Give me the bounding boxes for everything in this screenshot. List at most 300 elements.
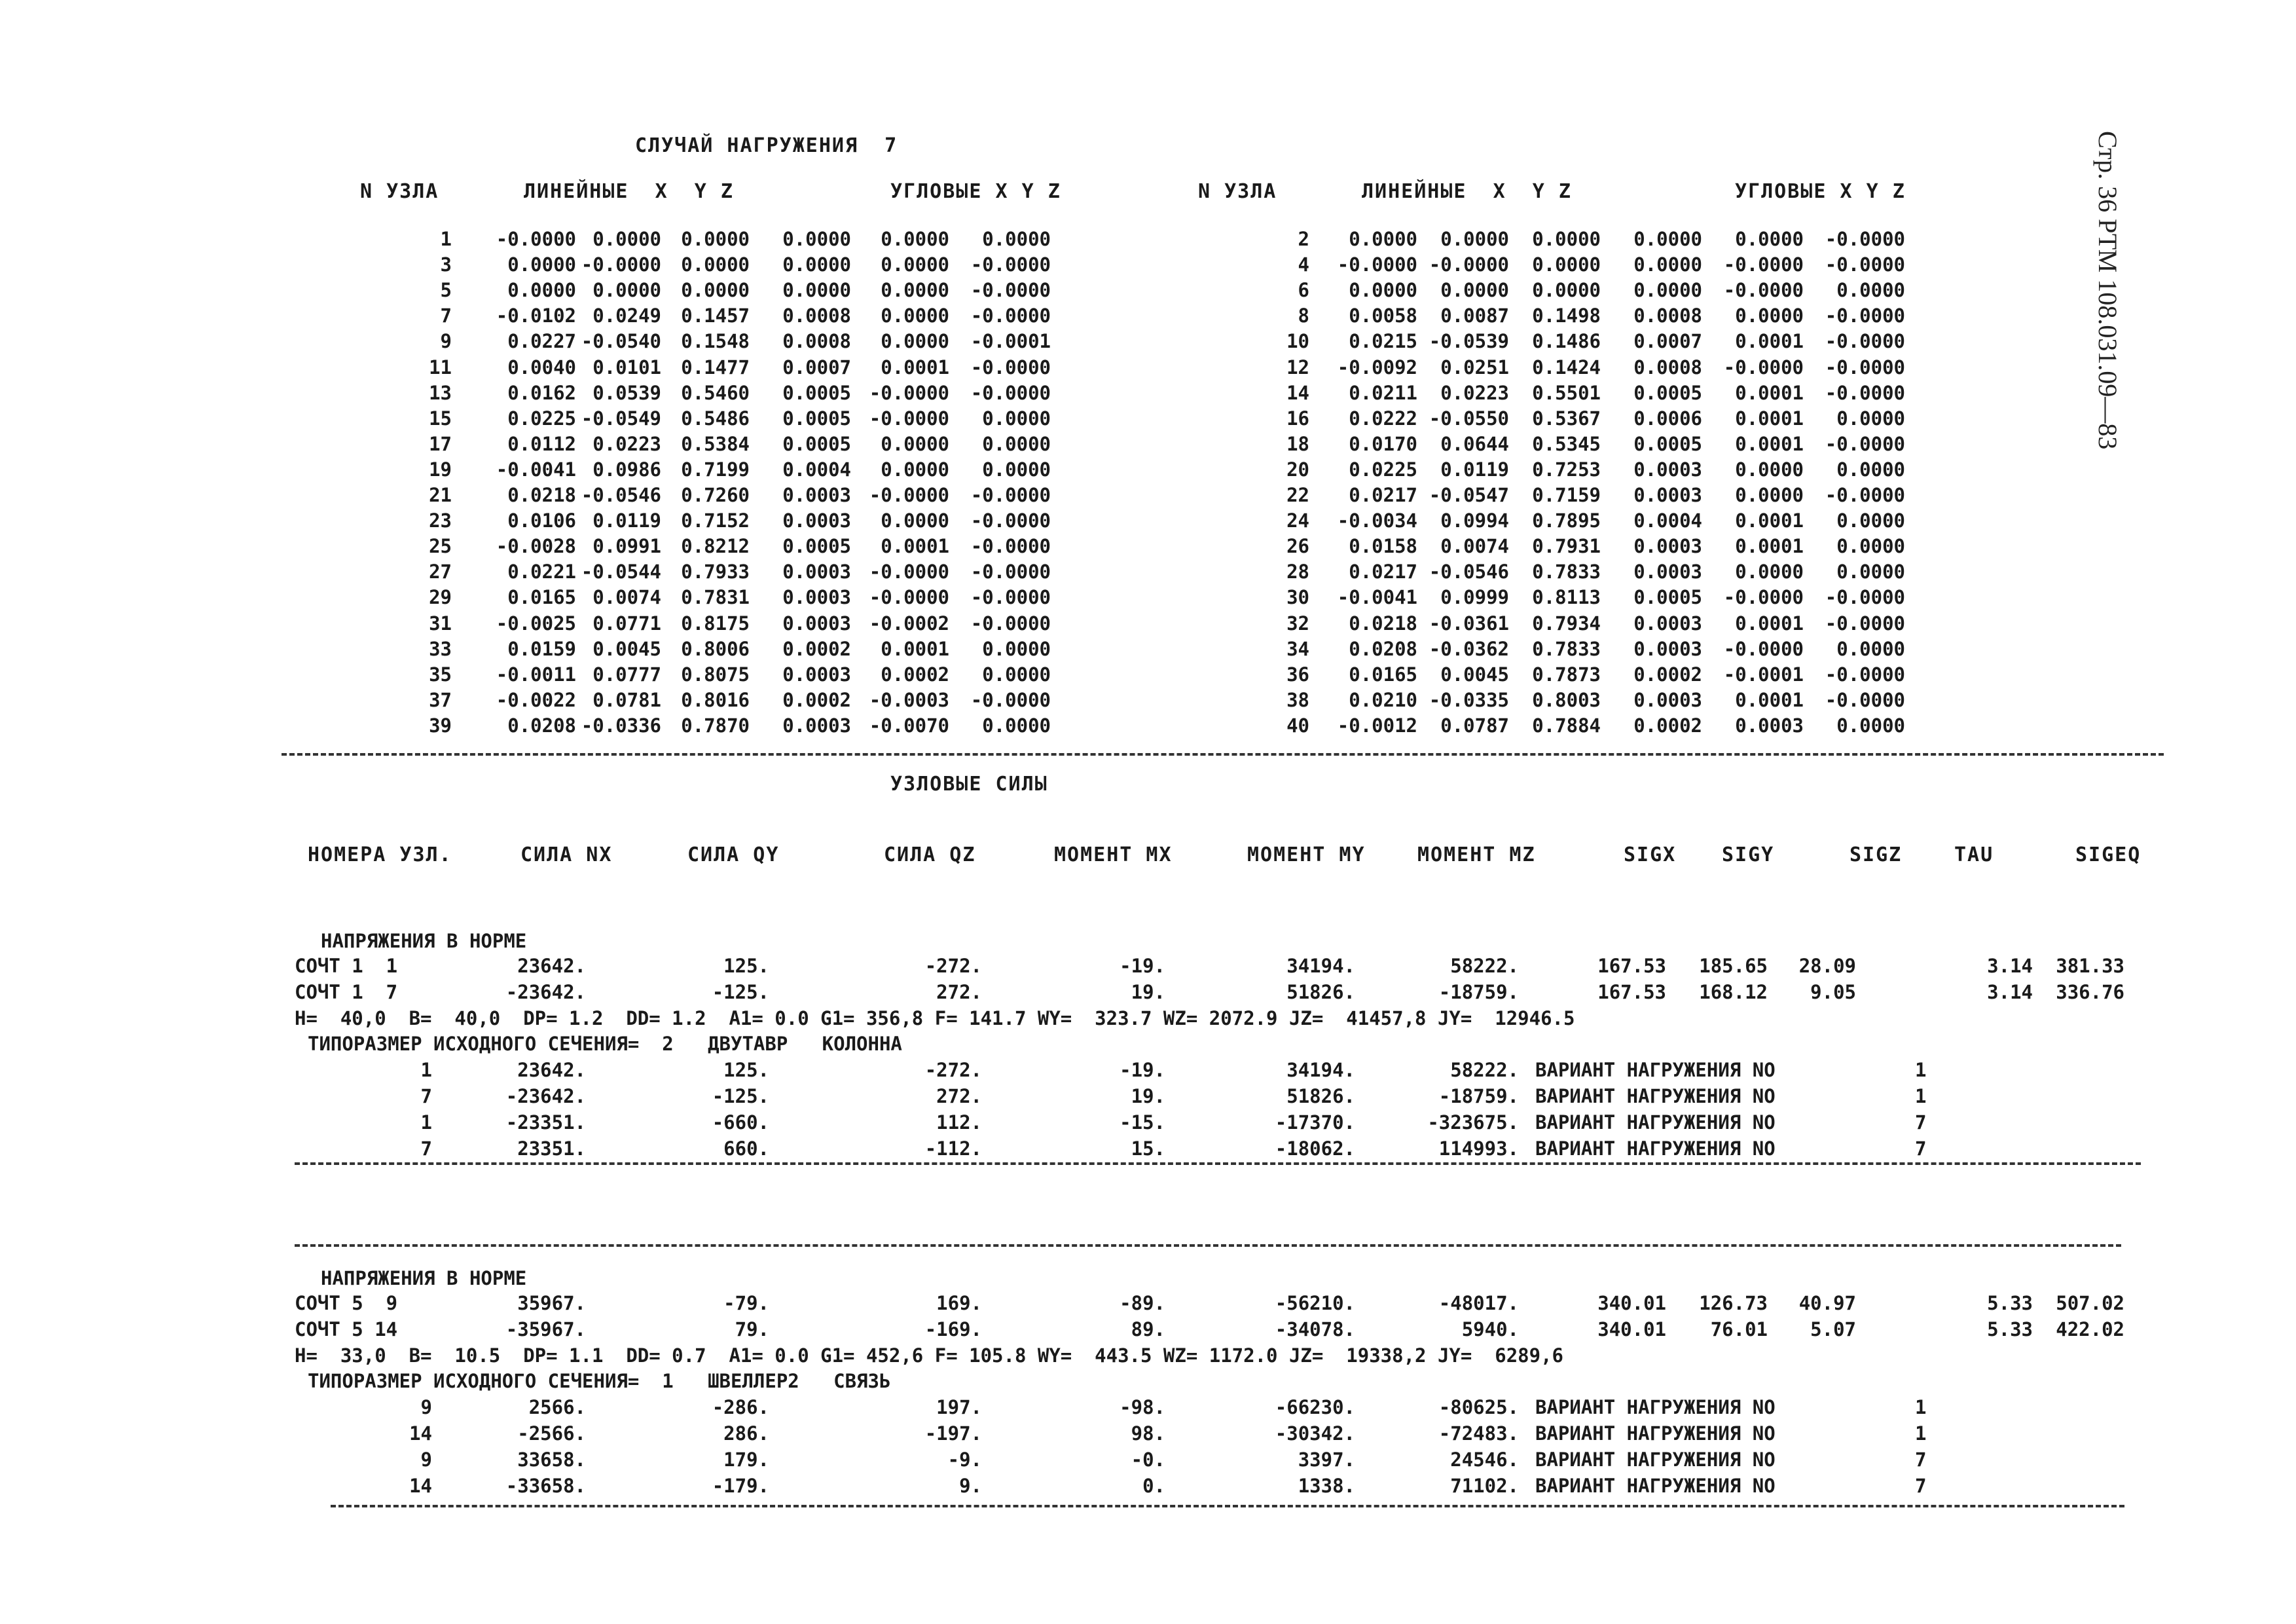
- table-cell: 126.73: [1699, 1292, 1768, 1314]
- table-cell: 1: [420, 1111, 432, 1134]
- table-cell: 167.53: [1597, 981, 1666, 1003]
- table-cell: 0.0000: [982, 458, 1051, 481]
- table-cell: -0.0000: [1825, 356, 1905, 378]
- table-cell: 0.7159: [1532, 484, 1601, 506]
- table-cell: 179.: [723, 1449, 769, 1471]
- table-cell: 0.1424: [1532, 356, 1601, 378]
- table-cell: 27: [429, 561, 452, 583]
- table-cell: 0.0005: [1633, 382, 1702, 404]
- table-cell: 38: [1286, 689, 1309, 711]
- load-variant-label: ВАРИАНТ НАГРУЖЕНИЯ NO: [1535, 1059, 1776, 1081]
- table-cell: -48017.: [1438, 1292, 1519, 1314]
- load-variant-number: 1: [1915, 1059, 1927, 1081]
- table-cell: 15: [429, 407, 452, 430]
- table-cell: 28: [1286, 561, 1309, 583]
- table-cell: 0.0000: [1440, 228, 1509, 250]
- table-cell: 14: [409, 1475, 432, 1497]
- table-cell: 0.0003: [782, 586, 851, 608]
- table-cell: 0.0000: [1735, 228, 1804, 250]
- table-cell: 0.0000: [507, 253, 576, 276]
- table-cell: 0.0006: [1633, 407, 1702, 430]
- table-cell: 0.1498: [1532, 304, 1601, 327]
- divider: [331, 1505, 2124, 1507]
- table-cell: 0.0003: [782, 714, 851, 737]
- table-cell: 0.5384: [681, 433, 750, 455]
- table-cell: 0.0000: [881, 330, 949, 352]
- table-cell: 0.0003: [1633, 535, 1702, 557]
- load-variant-number: 1: [1915, 1422, 1927, 1445]
- column-header: N УЗЛА: [360, 180, 439, 203]
- table-cell: 0.0045: [592, 638, 661, 660]
- table-cell: -0.0034: [1337, 509, 1417, 532]
- table-cell: -0.0000: [970, 535, 1051, 557]
- table-cell: 21: [429, 484, 452, 506]
- column-header: SIGEQ: [2075, 843, 2141, 866]
- column-header: МОМЕНТ MX: [1054, 843, 1173, 866]
- load-variant-label: ВАРИАНТ НАГРУЖЕНИЯ NO: [1535, 1137, 1776, 1160]
- table-cell: 0.7931: [1532, 535, 1601, 557]
- table-cell: 0.8006: [681, 638, 750, 660]
- table-cell: -80625.: [1438, 1396, 1519, 1418]
- table-cell: -0.0000: [1825, 586, 1905, 608]
- table-cell: 0.5501: [1532, 382, 1601, 404]
- table-cell: 0.0001: [881, 535, 949, 557]
- table-cell: 25: [429, 535, 452, 557]
- stress-heading: НАПРЯЖЕНИЯ В НОРМЕ: [321, 930, 527, 952]
- table-cell: -0.0000: [1723, 279, 1804, 301]
- table-cell: 39: [429, 714, 452, 737]
- table-cell: 340.01: [1597, 1318, 1666, 1340]
- divider: [282, 753, 2164, 756]
- table-cell: 0.7253: [1532, 458, 1601, 481]
- table-cell: 0.0215: [1349, 330, 1417, 352]
- table-cell: -0.0001: [970, 330, 1051, 352]
- table-cell: 0.7884: [1532, 714, 1601, 737]
- table-cell: 35: [429, 663, 452, 686]
- table-cell: 0.0007: [782, 356, 851, 378]
- table-cell: -0.0000: [970, 612, 1051, 635]
- table-cell: 0.1548: [681, 330, 750, 352]
- table-cell: 422.02: [2056, 1318, 2124, 1340]
- table-cell: 0.1477: [681, 356, 750, 378]
- table-cell: 0.0218: [1349, 612, 1417, 635]
- table-cell: 0.0000: [1735, 484, 1804, 506]
- table-cell: -0.0003: [869, 689, 949, 711]
- table-cell: 3: [440, 253, 452, 276]
- table-cell: -0.0539: [1429, 330, 1509, 352]
- table-cell: 0.0222: [1349, 407, 1417, 430]
- table-cell: 169.: [936, 1292, 982, 1314]
- table-cell: 33658.: [517, 1449, 586, 1471]
- table-cell: -30342.: [1275, 1422, 1355, 1445]
- table-cell: -0.0000: [970, 561, 1051, 583]
- table-cell: -0.0000: [869, 484, 949, 506]
- table-cell: -0.0000: [1825, 484, 1905, 506]
- table-cell: 167.53: [1597, 955, 1666, 977]
- table-cell: -272.: [924, 1059, 982, 1081]
- table-cell: 19.: [1131, 1085, 1165, 1107]
- section-title: ТИПОРАЗМЕР ИСХОДНОГО СЕЧЕНИЯ= 1 ШВЕЛЛЕР2 СВЯЗЬ: [308, 1370, 891, 1392]
- table-cell: -0.0000: [1723, 586, 1804, 608]
- table-cell: -0.0000: [970, 382, 1051, 404]
- table-cell: 0.0005: [1633, 433, 1702, 455]
- load-variant-label: ВАРИАНТ НАГРУЖЕНИЯ NO: [1535, 1111, 1776, 1134]
- table-cell: 31: [429, 612, 452, 635]
- table-cell: -0.0000: [970, 509, 1051, 532]
- table-cell: 0.0000: [1440, 279, 1509, 301]
- table-cell: -0.0361: [1429, 612, 1509, 635]
- table-cell: 0.0000: [681, 279, 750, 301]
- table-cell: 4: [1298, 253, 1309, 276]
- table-cell: 0.0251: [1440, 356, 1509, 378]
- table-cell: 0.1486: [1532, 330, 1601, 352]
- table-cell: 272.: [936, 981, 982, 1003]
- table-cell: 0.7831: [681, 586, 750, 608]
- combination-label: СОЧТ 5 9: [295, 1292, 398, 1314]
- table-cell: 0.0000: [881, 458, 949, 481]
- table-cell: 11: [429, 356, 452, 378]
- table-cell: 28.09: [1798, 955, 1856, 977]
- table-cell: -0.0540: [581, 330, 661, 352]
- table-cell: 0.8113: [1532, 586, 1601, 608]
- table-cell: 0.0644: [1440, 433, 1509, 455]
- table-cell: 36: [1286, 663, 1309, 686]
- table-cell: 24: [1286, 509, 1309, 532]
- table-cell: 0.0000: [881, 509, 949, 532]
- table-cell: 0.0002: [881, 663, 949, 686]
- table-cell: 0.0058: [1349, 304, 1417, 327]
- table-cell: 0.8003: [1532, 689, 1601, 711]
- table-cell: 0.0005: [782, 382, 851, 404]
- table-cell: 0.0000: [782, 253, 851, 276]
- table-cell: 0.0001: [1735, 612, 1804, 635]
- table-cell: 0.0112: [507, 433, 576, 455]
- table-cell: 0.8075: [681, 663, 750, 686]
- table-cell: -0.0000: [1825, 382, 1905, 404]
- table-cell: 0.0165: [507, 586, 576, 608]
- table-cell: 18: [1286, 433, 1309, 455]
- table-cell: 0.0159: [507, 638, 576, 660]
- table-cell: 3.14: [1987, 981, 2033, 1003]
- table-cell: 381.33: [2056, 955, 2124, 977]
- table-cell: -0.0041: [496, 458, 576, 481]
- table-cell: 0.0002: [1633, 663, 1702, 686]
- table-cell: 0.5460: [681, 382, 750, 404]
- table-cell: 0.5486: [681, 407, 750, 430]
- column-header: N УЗЛА: [1198, 180, 1277, 203]
- table-cell: -169.: [924, 1318, 982, 1340]
- table-cell: 10: [1286, 330, 1309, 352]
- table-cell: 125.: [723, 1059, 769, 1081]
- table-cell: 0.0119: [1440, 458, 1509, 481]
- table-cell: 0.7833: [1532, 638, 1601, 660]
- table-cell: -0.0544: [581, 561, 661, 583]
- table-cell: 0.0000: [1735, 561, 1804, 583]
- table-cell: -0.0362: [1429, 638, 1509, 660]
- table-cell: 0.0000: [1532, 228, 1601, 250]
- table-cell: 2566.: [528, 1396, 586, 1418]
- table-cell: 0.0004: [782, 458, 851, 481]
- load-variant-number: 7: [1915, 1475, 1927, 1497]
- load-variant-label: ВАРИАНТ НАГРУЖЕНИЯ NO: [1535, 1422, 1776, 1445]
- table-cell: -0.0000: [869, 382, 949, 404]
- table-cell: 0.8175: [681, 612, 750, 635]
- table-cell: 0.0074: [1440, 535, 1509, 557]
- table-cell: 0.0004: [1633, 509, 1702, 532]
- table-cell: 24546.: [1450, 1449, 1519, 1471]
- table-cell: 0.0000: [1349, 228, 1417, 250]
- table-cell: 0.0000: [1735, 458, 1804, 481]
- table-cell: 0.0000: [681, 228, 750, 250]
- column-header: НОМЕРА УЗЛ.: [308, 843, 452, 866]
- table-cell: 7: [420, 1137, 432, 1160]
- table-cell: 23351.: [517, 1137, 586, 1160]
- table-cell: 37: [429, 689, 452, 711]
- table-cell: -0.0000: [1825, 689, 1905, 711]
- table-cell: -23642.: [505, 1085, 586, 1107]
- table-cell: -0.0547: [1429, 484, 1509, 506]
- table-cell: 340.01: [1597, 1292, 1666, 1314]
- table-cell: 23: [429, 509, 452, 532]
- table-cell: 0.0045: [1440, 663, 1509, 686]
- table-cell: 1338.: [1298, 1475, 1355, 1497]
- table-cell: -35967.: [505, 1318, 586, 1340]
- table-cell: 0.0003: [1633, 612, 1702, 635]
- table-cell: 20: [1286, 458, 1309, 481]
- table-cell: 660.: [723, 1137, 769, 1160]
- column-header: SIGZ: [1850, 843, 1903, 866]
- table-cell: 8: [1298, 304, 1309, 327]
- table-cell: 0.0001: [1735, 689, 1804, 711]
- table-cell: -0.0000: [1825, 304, 1905, 327]
- table-cell: 0.0208: [507, 714, 576, 737]
- table-cell: 1: [420, 1059, 432, 1081]
- table-cell: 0.0000: [1836, 279, 1905, 301]
- table-cell: 9: [440, 330, 452, 352]
- table-cell: 76.01: [1710, 1318, 1768, 1340]
- table-cell: 0.0991: [592, 535, 661, 557]
- table-cell: 0.0208: [1349, 638, 1417, 660]
- table-cell: 0.0000: [507, 279, 576, 301]
- table-cell: -0.0022: [496, 689, 576, 711]
- table-cell: 0.0003: [1633, 484, 1702, 506]
- table-cell: -0.0011: [496, 663, 576, 686]
- table-cell: 5940.: [1461, 1318, 1519, 1340]
- table-cell: 23642.: [517, 1059, 586, 1081]
- table-cell: -0.0000: [1825, 433, 1905, 455]
- table-cell: -0.0000: [581, 253, 661, 276]
- table-cell: 0.0000: [1735, 304, 1804, 327]
- table-cell: 0.0210: [1349, 689, 1417, 711]
- table-cell: -0.0041: [1337, 586, 1417, 608]
- table-cell: 0.0008: [1633, 304, 1702, 327]
- table-cell: 19.: [1131, 981, 1165, 1003]
- table-cell: 71102.: [1450, 1475, 1519, 1497]
- section-params: H= 33,0 B= 10.5 DP= 1.1 DD= 0.7 A1= 0.0 G1= 452,6 F= 105.8 WY= 443.5 WZ= 1172.0 JZ= 19338,2 JY= 6289,6: [295, 1344, 1564, 1367]
- table-cell: 0.0003: [1633, 638, 1702, 660]
- table-cell: 168.12: [1699, 981, 1768, 1003]
- table-cell: -272.: [924, 955, 982, 977]
- table-cell: 6: [1298, 279, 1309, 301]
- table-cell: 0.5367: [1532, 407, 1601, 430]
- divider: [295, 1244, 2121, 1247]
- table-cell: 0.0003: [782, 509, 851, 532]
- table-cell: 30: [1286, 586, 1309, 608]
- table-cell: 40: [1286, 714, 1309, 737]
- table-cell: -0.0000: [1723, 253, 1804, 276]
- table-cell: -0.0000: [1825, 330, 1905, 352]
- table-cell: -0.0000: [1723, 638, 1804, 660]
- table-cell: -66230.: [1275, 1396, 1355, 1418]
- table-cell: 58222.: [1450, 955, 1519, 977]
- load-variant-label: ВАРИАНТ НАГРУЖЕНИЯ NO: [1535, 1085, 1776, 1107]
- table-cell: 286.: [723, 1422, 769, 1445]
- table-cell: 0.0000: [881, 228, 949, 250]
- table-cell: -0.0000: [970, 304, 1051, 327]
- table-cell: 9.: [959, 1475, 982, 1497]
- section-title: ТИПОРАЗМЕР ИСХОДНОГО СЕЧЕНИЯ= 2 ДВУТАВР КОЛОННА: [308, 1033, 902, 1055]
- table-cell: 0.0000: [1836, 714, 1905, 737]
- table-cell: -0.0335: [1429, 689, 1509, 711]
- table-cell: 197.: [936, 1396, 982, 1418]
- nodal-forces-title: УЗЛОВЫЕ СИЛЫ: [890, 773, 1048, 796]
- table-cell: 0.0000: [982, 228, 1051, 250]
- table-cell: -18759.: [1438, 1085, 1519, 1107]
- table-cell: 5.33: [1987, 1292, 2033, 1314]
- table-cell: 19: [429, 458, 452, 481]
- table-cell: 0.7895: [1532, 509, 1601, 532]
- table-cell: 112.: [936, 1111, 982, 1134]
- table-cell: 0.0000: [982, 407, 1051, 430]
- table-cell: 98.: [1131, 1422, 1165, 1445]
- table-cell: 0.7873: [1532, 663, 1601, 686]
- table-cell: 0.0225: [507, 407, 576, 430]
- table-cell: -0.0000: [1825, 228, 1905, 250]
- column-header: МОМЕНТ MZ: [1417, 843, 1536, 866]
- table-cell: -0.0028: [496, 535, 576, 557]
- column-header: SIGY: [1722, 843, 1775, 866]
- table-cell: 0.0000: [1836, 407, 1905, 430]
- table-cell: 35967.: [517, 1292, 586, 1314]
- table-cell: -9.: [947, 1449, 982, 1471]
- table-cell: 0.0000: [592, 279, 661, 301]
- table-cell: 13: [429, 382, 452, 404]
- table-cell: 0.0221: [507, 561, 576, 583]
- table-cell: -2566.: [517, 1422, 586, 1445]
- table-cell: 79.: [735, 1318, 769, 1340]
- table-cell: -0.0550: [1429, 407, 1509, 430]
- table-cell: -660.: [712, 1111, 769, 1134]
- table-cell: 9: [420, 1449, 432, 1471]
- side-page-label-text: Стр. 36 РТМ 108.031.09—83: [2093, 131, 2123, 450]
- table-cell: 0.7199: [681, 458, 750, 481]
- table-cell: 0.0001: [1735, 407, 1804, 430]
- table-cell: 0.0003: [782, 561, 851, 583]
- table-cell: -56210.: [1275, 1292, 1355, 1314]
- column-header: МОМЕНТ MY: [1247, 843, 1366, 866]
- table-cell: 0.0040: [507, 356, 576, 378]
- table-cell: 3.14: [1987, 955, 2033, 977]
- table-cell: -323675.: [1427, 1111, 1519, 1134]
- table-cell: 34194.: [1286, 1059, 1355, 1081]
- table-cell: -0.0000: [970, 356, 1051, 378]
- table-cell: 0.0001: [1735, 535, 1804, 557]
- table-cell: 0.0000: [982, 638, 1051, 660]
- table-cell: 1: [440, 228, 452, 250]
- table-cell: -0.0000: [496, 228, 576, 250]
- column-header: СИЛА QZ: [884, 843, 976, 866]
- table-cell: 0.0218: [507, 484, 576, 506]
- table-cell: -19.: [1120, 955, 1165, 977]
- table-cell: 114993.: [1438, 1137, 1519, 1160]
- column-header: SIGX: [1624, 843, 1677, 866]
- stress-heading: НАПРЯЖЕНИЯ В НОРМЕ: [321, 1267, 527, 1289]
- table-cell: -0.0000: [970, 689, 1051, 711]
- table-cell: -19.: [1120, 1059, 1165, 1081]
- table-cell: 0.8016: [681, 689, 750, 711]
- table-cell: 0.0000: [1532, 253, 1601, 276]
- table-cell: 0.0106: [507, 509, 576, 532]
- table-cell: -197.: [924, 1422, 982, 1445]
- table-cell: 7: [420, 1085, 432, 1107]
- load-variant-label: ВАРИАНТ НАГРУЖЕНИЯ NO: [1535, 1475, 1776, 1497]
- table-cell: -125.: [712, 1085, 769, 1107]
- table-cell: 15.: [1131, 1137, 1165, 1160]
- table-cell: -0.0549: [581, 407, 661, 430]
- combination-label: СОЧТ 1 7: [295, 981, 398, 1003]
- table-cell: 16: [1286, 407, 1309, 430]
- table-cell: -72483.: [1438, 1422, 1519, 1445]
- table-cell: 0.0000: [1633, 279, 1702, 301]
- table-cell: 0.0787: [1440, 714, 1509, 737]
- table-cell: 14: [409, 1422, 432, 1445]
- table-cell: 0.0003: [1633, 458, 1702, 481]
- table-cell: -286.: [712, 1396, 769, 1418]
- table-cell: -89.: [1120, 1292, 1165, 1314]
- table-cell: 0.0000: [881, 433, 949, 455]
- table-cell: 0.0008: [782, 330, 851, 352]
- table-cell: 0.0003: [1735, 714, 1804, 737]
- table-cell: 0.0003: [782, 663, 851, 686]
- combination-label: СОЧТ 5 14: [295, 1318, 398, 1340]
- table-cell: 0.0000: [592, 228, 661, 250]
- table-cell: -0.: [1131, 1449, 1165, 1471]
- table-cell: 0.0002: [1633, 714, 1702, 737]
- table-cell: 0.0000: [982, 663, 1051, 686]
- table-cell: 272.: [936, 1085, 982, 1107]
- table-cell: -79.: [723, 1292, 769, 1314]
- table-cell: 0.0001: [1735, 382, 1804, 404]
- column-header: ЛИНЕЙНЫЕ X Y Z: [524, 180, 734, 203]
- table-cell: 0.0225: [1349, 458, 1417, 481]
- table-cell: 0.0001: [1735, 509, 1804, 532]
- table-cell: 17: [429, 433, 452, 455]
- table-cell: -179.: [712, 1475, 769, 1497]
- table-cell: 0.0000: [1836, 458, 1905, 481]
- table-cell: -0.0092: [1337, 356, 1417, 378]
- table-cell: -0.0000: [1723, 356, 1804, 378]
- table-cell: 0.0002: [782, 638, 851, 660]
- table-cell: 0.0001: [881, 638, 949, 660]
- table-cell: -0.0000: [869, 561, 949, 583]
- table-cell: -23642.: [505, 981, 586, 1003]
- table-cell: -0.0546: [581, 484, 661, 506]
- combination-label: СОЧТ 1 1: [295, 955, 398, 977]
- table-cell: -0.0336: [581, 714, 661, 737]
- table-cell: 0.0000: [1836, 561, 1905, 583]
- table-cell: -98.: [1120, 1396, 1165, 1418]
- table-cell: 0.0781: [592, 689, 661, 711]
